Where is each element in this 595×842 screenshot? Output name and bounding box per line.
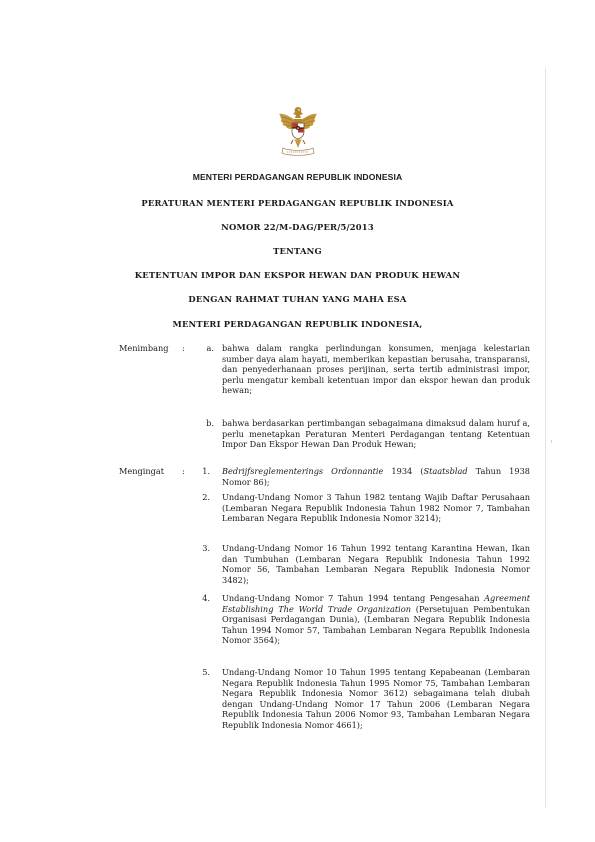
staatsblad-ref: Tahun 1938 Nomor 86); [222,466,530,487]
minister-line: MENTERI PERDAGANGAN REPUBLIK INDONESIA, [172,319,423,329]
about-heading: TENTANG [273,246,322,256]
mengingat-item-5 [222,667,530,731]
staatsblad-word: Staatsblad [423,466,468,476]
wto-law-rest: (Persetujuan Pembentukan Organisasi Perdagangan Dunia), (Lembaran Negara Republik Indonesia Tahun 1994 Nomor 57, Tambahan Lembaran Negara Republik Indonesia Nomor 3564); [222,603,530,646]
ordonnantie-name: Bedrijfsreglementerings Ordonnantie [222,466,384,476]
mengingat-item-1 [222,466,530,487]
mengingat-marker-3: 3. [202,543,210,553]
mengingat-marker-5: 5. [202,667,210,677]
menimbang-item-a-text: bahwa dalam rangka perlindungan konsumen, menjaga kelestarian sumber daya alam hayati, memberikan kepastian berusaha, transparansi, dan penyederhanaan proses perijinan, serta tertib administrasi impor, perlu mengatur kembali ketentuan impor dan ekspor hewan dan produk hewan; [222,343,530,396]
mengingat-item-2 [222,492,530,524]
mengingat-colon: : [182,466,185,476]
menimbang-item-b-text: bahwa berdasarkan pertimbangan sebagaimana dimaksud dalam huruf a, perlu menetapkan Peraturan Menteri Perdagangan tentang Ketentuan Impor Dan Ekspor Hewan Dan Produk Hewan; [222,418,530,450]
mengingat-item-3-text: Undang-Undang Nomor 16 Tahun 1992 tentang Karantina Hewan, Ikan dan Tumbuhan (Lembaran Negara Republik Indonesia Tahun 1992 Nomor 56, Tambahan Lembaran Negara Republik Indonesia Nomor 3482); [222,543,530,585]
ordonnantie-year: 1934 ( [383,466,424,476]
mengingat-marker-4: 4. [202,593,210,603]
mengingat-marker-1: 1. [202,466,210,476]
mengingat-item-5-text: Undang-Undang Nomor 10 Tahun 1995 tentang Kepabeanan (Lembaran Negara Republik Indonesia Tahun 1995 Nomor 75, Tambahan Lembaran Negara Republik Indonesia Nomor 3612) sebagaimana telah diubah dengan Undang-Undang Nomor 17 Tahun 2006 (Lembaran Negara Republik Indonesia Tahun 2006 Nomor 93, Tambahan Lembaran Negara Republik Indonesia Nomor 4661); [222,667,530,730]
menimbang-marker-a: a. [206,343,214,353]
regulation-title: PERATURAN MENTERI PERDAGANGAN REPUBLIK INDONESIA [141,198,454,208]
scan-speck [551,440,552,443]
blessing-line: DENGAN RAHMAT TUHAN YANG MAHA ESA [188,294,407,304]
regulation-subject: KETENTUAN IMPOR DAN EKSPOR HEWAN DAN PRODUK HEWAN [134,270,461,280]
scan-edge-line [545,68,546,808]
menimbang-item-a [222,343,530,396]
mengingat-item-2-text: Undang-Undang Nomor 3 Tahun 1982 tentang Wajib Daftar Perusahaan (Lembaran Negara Republik Indonesia Tahun 1982 Nomor 7, Tambahan Lembaran Negara Republik Indonesia Nomor 3214); [222,492,530,524]
mengingat-item-4-text [222,593,530,646]
garuda-emblem-icon [278,104,318,162]
menimbang-label: Menimbang [119,343,169,353]
mengingat-label: Mengingat [119,466,165,476]
menimbang-marker-b: b. [206,418,214,428]
institution-title: MENTERI PERDAGANGAN REPUBLIK INDONESIA [192,172,403,182]
mengingat-item-3 [222,543,530,585]
menimbang-item-b [222,418,530,450]
wto-agreement-title: Agreement Establishing The World Trade Organization [222,593,530,614]
wto-law-intro: Undang-Undang Nomor 7 Tahun 1994 tentang Pengesahan [222,593,485,603]
mengingat-item-4 [222,593,530,646]
mengingat-item-1-text [222,466,530,487]
menimbang-colon: : [182,343,185,353]
mengingat-marker-2: 2. [202,492,210,502]
regulation-number: NOMOR 22/M-DAG/PER/5/2013 [221,222,374,232]
